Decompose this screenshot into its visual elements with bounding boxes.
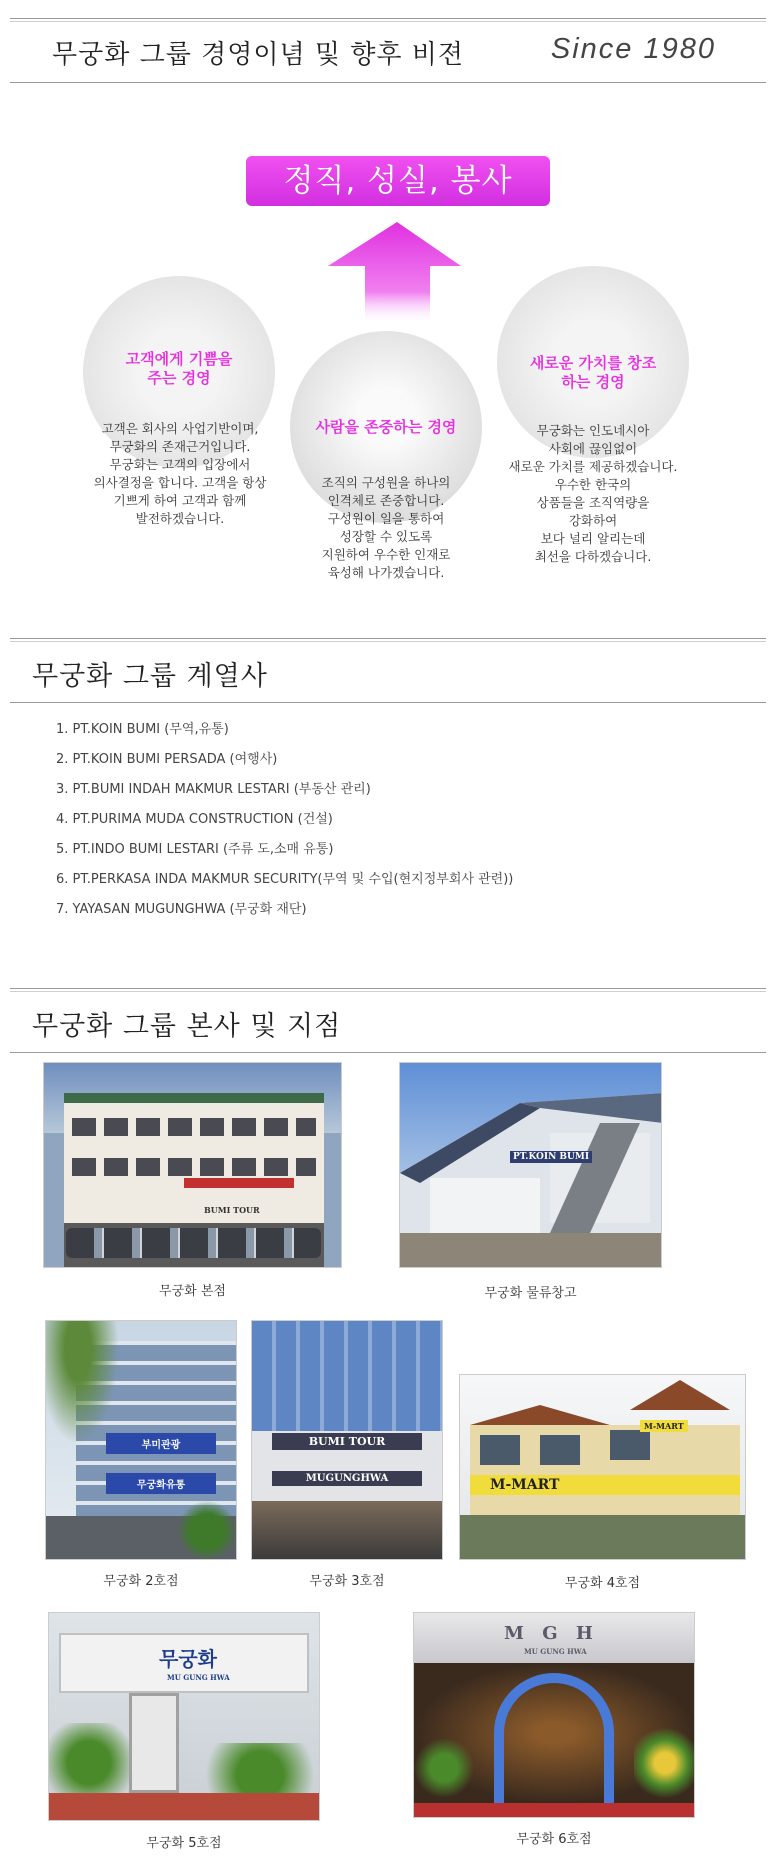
list-item: 7. YAYASAN MUGUNGHWA (무궁화 재단) [56, 902, 307, 917]
sign-mgh-sub: MU GUNG HWA [524, 1647, 587, 1656]
sign-mugunghwa-5-en: MU GUNG HWA [167, 1673, 230, 1682]
photo-branch-2 [45, 1320, 237, 1560]
affiliates-title: 무궁화 그룹 계열사 [32, 661, 268, 692]
affiliates-list [56, 715, 513, 925]
caption-branch-5: 무궁화 5호점 [146, 1836, 222, 1851]
list-item: 2. PT.KOIN BUMI PERSADA (여행사) [56, 752, 278, 767]
caption-branch-2: 무궁화 2호점 [103, 1574, 179, 1589]
pillar-title-customer: 고객에게 기쁨을 주는 경영 [125, 350, 233, 387]
up-arrow-icon [0, 0, 776, 340]
sign-mugunghwa-3: MUGUNGHWA [272, 1471, 422, 1486]
pillar-desc-value: 무궁화는 인도네시아 사회에 끊임없이 새로운 가치를 제공하겠습니다. 우수한 한국의 상품들을 조직역량을 강화하여 보다 널리 알리는데 최선을 다하겠습니다. [508, 423, 678, 564]
pillar-title-value: 새로운 가치를 창조 하는 경영 [529, 354, 657, 391]
caption-branch-6: 무궁화 6호점 [516, 1832, 592, 1847]
motto-banner: 정직, 성실, 봉사 [246, 156, 550, 206]
caption-branch-4: 무궁화 4호점 [564, 1576, 641, 1591]
photo-branch-6 [413, 1612, 695, 1818]
caption-warehouse: 무궁화 물류창고 [484, 1286, 577, 1301]
sign-bumi-tour: BUMI TOUR [204, 1205, 260, 1215]
sign-m-mart-top: M-MART [640, 1420, 688, 1432]
pillar-title-people: 사람을 존중하는 경영 [315, 418, 457, 436]
photo-branch-5 [48, 1612, 320, 1821]
vision-title: 무궁화 그룹 경영이념 및 향후 비젼 [52, 40, 464, 70]
list-item: 6. PT.PERKASA INDA MAKMUR SECURITY(무역 및 수입(현지정부회사 관련)) [56, 872, 514, 887]
photo-head-office [43, 1062, 342, 1268]
pillar-desc-people: 조직의 구성원을 하나의 인격체로 존중합니다. 구성원이 일을 통하여 성장할 수 있도록 지원하여 우수한 인재로 육성해 나가겠습니다. [321, 475, 451, 580]
sign-mugunghwa-distribution: 무궁화유통 [106, 1473, 216, 1494]
sign-mgh: M G H [504, 1623, 599, 1644]
sign-mugunghwa-5: 무궁화 [159, 1647, 217, 1671]
caption-branch-3: 무궁화 3호점 [309, 1574, 385, 1589]
photo-branch-3 [251, 1320, 443, 1560]
sign-bumi-tour-3: BUMI TOUR [272, 1433, 422, 1450]
branches-title: 무궁화 그룹 본사 및 지점 [32, 1011, 342, 1042]
list-item: 1. PT.KOIN BUMI (무역,유통) [56, 722, 229, 737]
sign-m-mart-main: M-MART [490, 1477, 560, 1493]
photo-branch-4 [459, 1374, 746, 1560]
list-item: 4. PT.PURIMA MUDA CONSTRUCTION (건설) [56, 812, 333, 827]
sign-bumi-travel: 부미관광 [106, 1433, 216, 1454]
photo-warehouse [399, 1062, 662, 1268]
pillar-desc-customer: 고객은 회사의 사업기반이며, 무궁화의 존재근거입니다. 무궁화는 고객의 입장에서 의사결정을 합니다. 고객을 항상 기쁘게 하여 고객과 함께 발전하겠습니다. [93, 421, 267, 526]
list-item: 3. PT.BUMI INDAH MAKMUR LESTARI (부동산 관리) [56, 782, 371, 797]
since-year: Since 1980 [550, 33, 716, 65]
list-item: 5. PT.INDO BUMI LESTARI (주류 도,소매 유통) [56, 842, 334, 857]
sign-koin-bumi: PT.KOIN BUMI [510, 1151, 592, 1163]
caption-head-office: 무궁화 본점 [159, 1284, 226, 1299]
